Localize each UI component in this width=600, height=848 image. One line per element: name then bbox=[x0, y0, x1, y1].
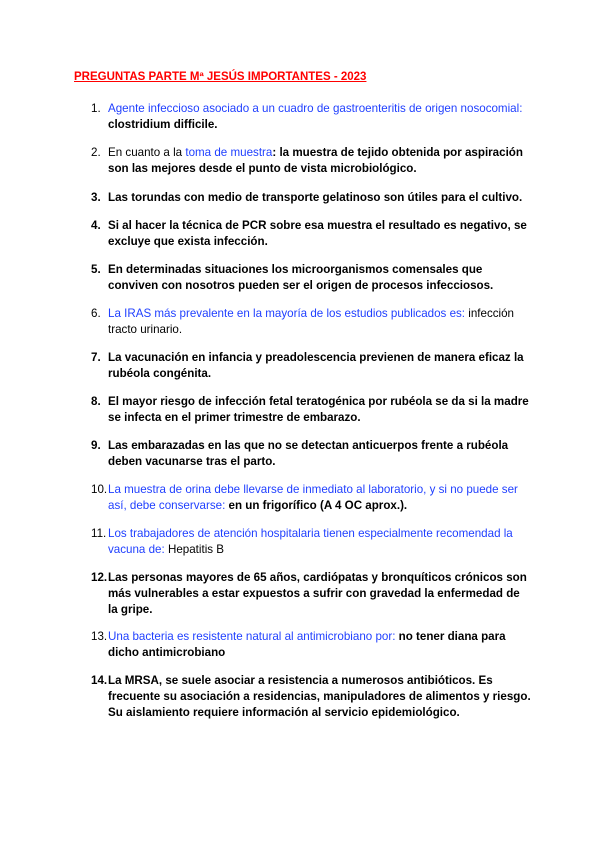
question-text: La IRAS más prevalente en la mayoría de los estudios publicados es: bbox=[108, 307, 466, 320]
question-item bbox=[91, 438, 531, 470]
question-item bbox=[91, 673, 531, 721]
question-item bbox=[91, 306, 531, 338]
question-prefix: En cuanto a la bbox=[108, 146, 186, 159]
item-number: 8. bbox=[91, 395, 101, 408]
page-title: PREGUNTAS PARTE Mª JESÚS IMPORTANTES - 2023 bbox=[74, 71, 367, 83]
item-number: 14. bbox=[91, 674, 108, 687]
question-text: Agente infeccioso asociado a un cuadro de gastroenteritis de origen nosocomial: bbox=[108, 102, 523, 115]
answer-text: clostridium difficile. bbox=[108, 118, 218, 131]
question-text: toma de muestra bbox=[185, 146, 273, 159]
item-number: 3. bbox=[91, 191, 101, 204]
answer-text: Las personas mayores de 65 años, cardiópatas y bronquíticos crónicos son más vulnerables a estar expuestos a sufrir con gravedad la enfermedad de la gripe. bbox=[108, 571, 527, 616]
item-number: 9. bbox=[91, 439, 101, 452]
item-number: 10. bbox=[91, 483, 108, 496]
question-item bbox=[91, 262, 531, 294]
item-number: 13. bbox=[91, 630, 108, 643]
answer-text: La MRSA, se suele asociar a resistencia a numerosos antibióticos. Es frecuente su asociación a residencias, manipuladores de alimentos y riesgo. Su aislamiento requiere información al servicio epidemiológico. bbox=[108, 674, 531, 719]
question-item bbox=[91, 629, 531, 661]
item-number: 2. bbox=[91, 146, 101, 159]
answer-text: La vacunación en infancia y preadolescencia previenen de manera eficaz la rubéola congénita. bbox=[108, 351, 524, 380]
question-item bbox=[91, 394, 531, 426]
answer-text: : la muestra de tejido obtenida por aspiración son las mejores desde el punto de vista microbiológico. bbox=[108, 146, 523, 175]
question-item bbox=[91, 101, 531, 133]
answer-text: Las torundas con medio de transporte gelatinoso son útiles para el cultivo. bbox=[108, 191, 523, 204]
question-text: Los trabajadores de atención hospitalaria tienen especialmente recomendad la vacuna de: bbox=[108, 527, 513, 556]
item-number: 1. bbox=[91, 102, 101, 115]
item-number: 11. bbox=[91, 527, 107, 540]
question-item bbox=[91, 350, 531, 382]
answer-text: El mayor riesgo de infección fetal teratogénica por rubéola se da si la madre se infecta en el primer trimestre de embarazo. bbox=[108, 395, 529, 424]
answer-text: Si al hacer la técnica de PCR sobre esa muestra el resultado es negativo, se excluye que exista infección. bbox=[108, 219, 527, 248]
item-number: 12. bbox=[91, 571, 108, 584]
item-number: 4. bbox=[91, 219, 101, 232]
question-item bbox=[91, 218, 531, 250]
question-item bbox=[91, 526, 531, 558]
answer-text: En determinadas situaciones los microorganismos comensales que conviven con nosotros pueden ser el origen de procesos infecciosos. bbox=[108, 263, 494, 292]
question-text: La muestra de orina debe llevarse de inmediato al laboratorio, y si no puede ser así, debe conservarse: bbox=[108, 483, 518, 512]
question-item bbox=[91, 482, 531, 514]
item-number: 7. bbox=[91, 351, 101, 364]
question-text: Una bacteria es resistente natural al antimicrobiano por: bbox=[108, 630, 396, 643]
answer-text: Las embarazadas en las que no se detectan anticuerpos frente a rubéola deben vacunarse tras el parto. bbox=[108, 439, 509, 468]
answer-text: Hepatitis B bbox=[164, 543, 225, 556]
item-number: 6. bbox=[91, 307, 101, 320]
answer-text: infección tracto urinario. bbox=[108, 307, 515, 336]
answer-text: en un frigorífico (A 4 OC aprox.). bbox=[225, 499, 408, 512]
answer-text: no tener diana para dicho antimicrobiano bbox=[108, 630, 506, 659]
question-item bbox=[91, 190, 531, 206]
question-item bbox=[91, 145, 531, 177]
item-number: 5. bbox=[91, 263, 101, 276]
question-item bbox=[91, 570, 531, 618]
